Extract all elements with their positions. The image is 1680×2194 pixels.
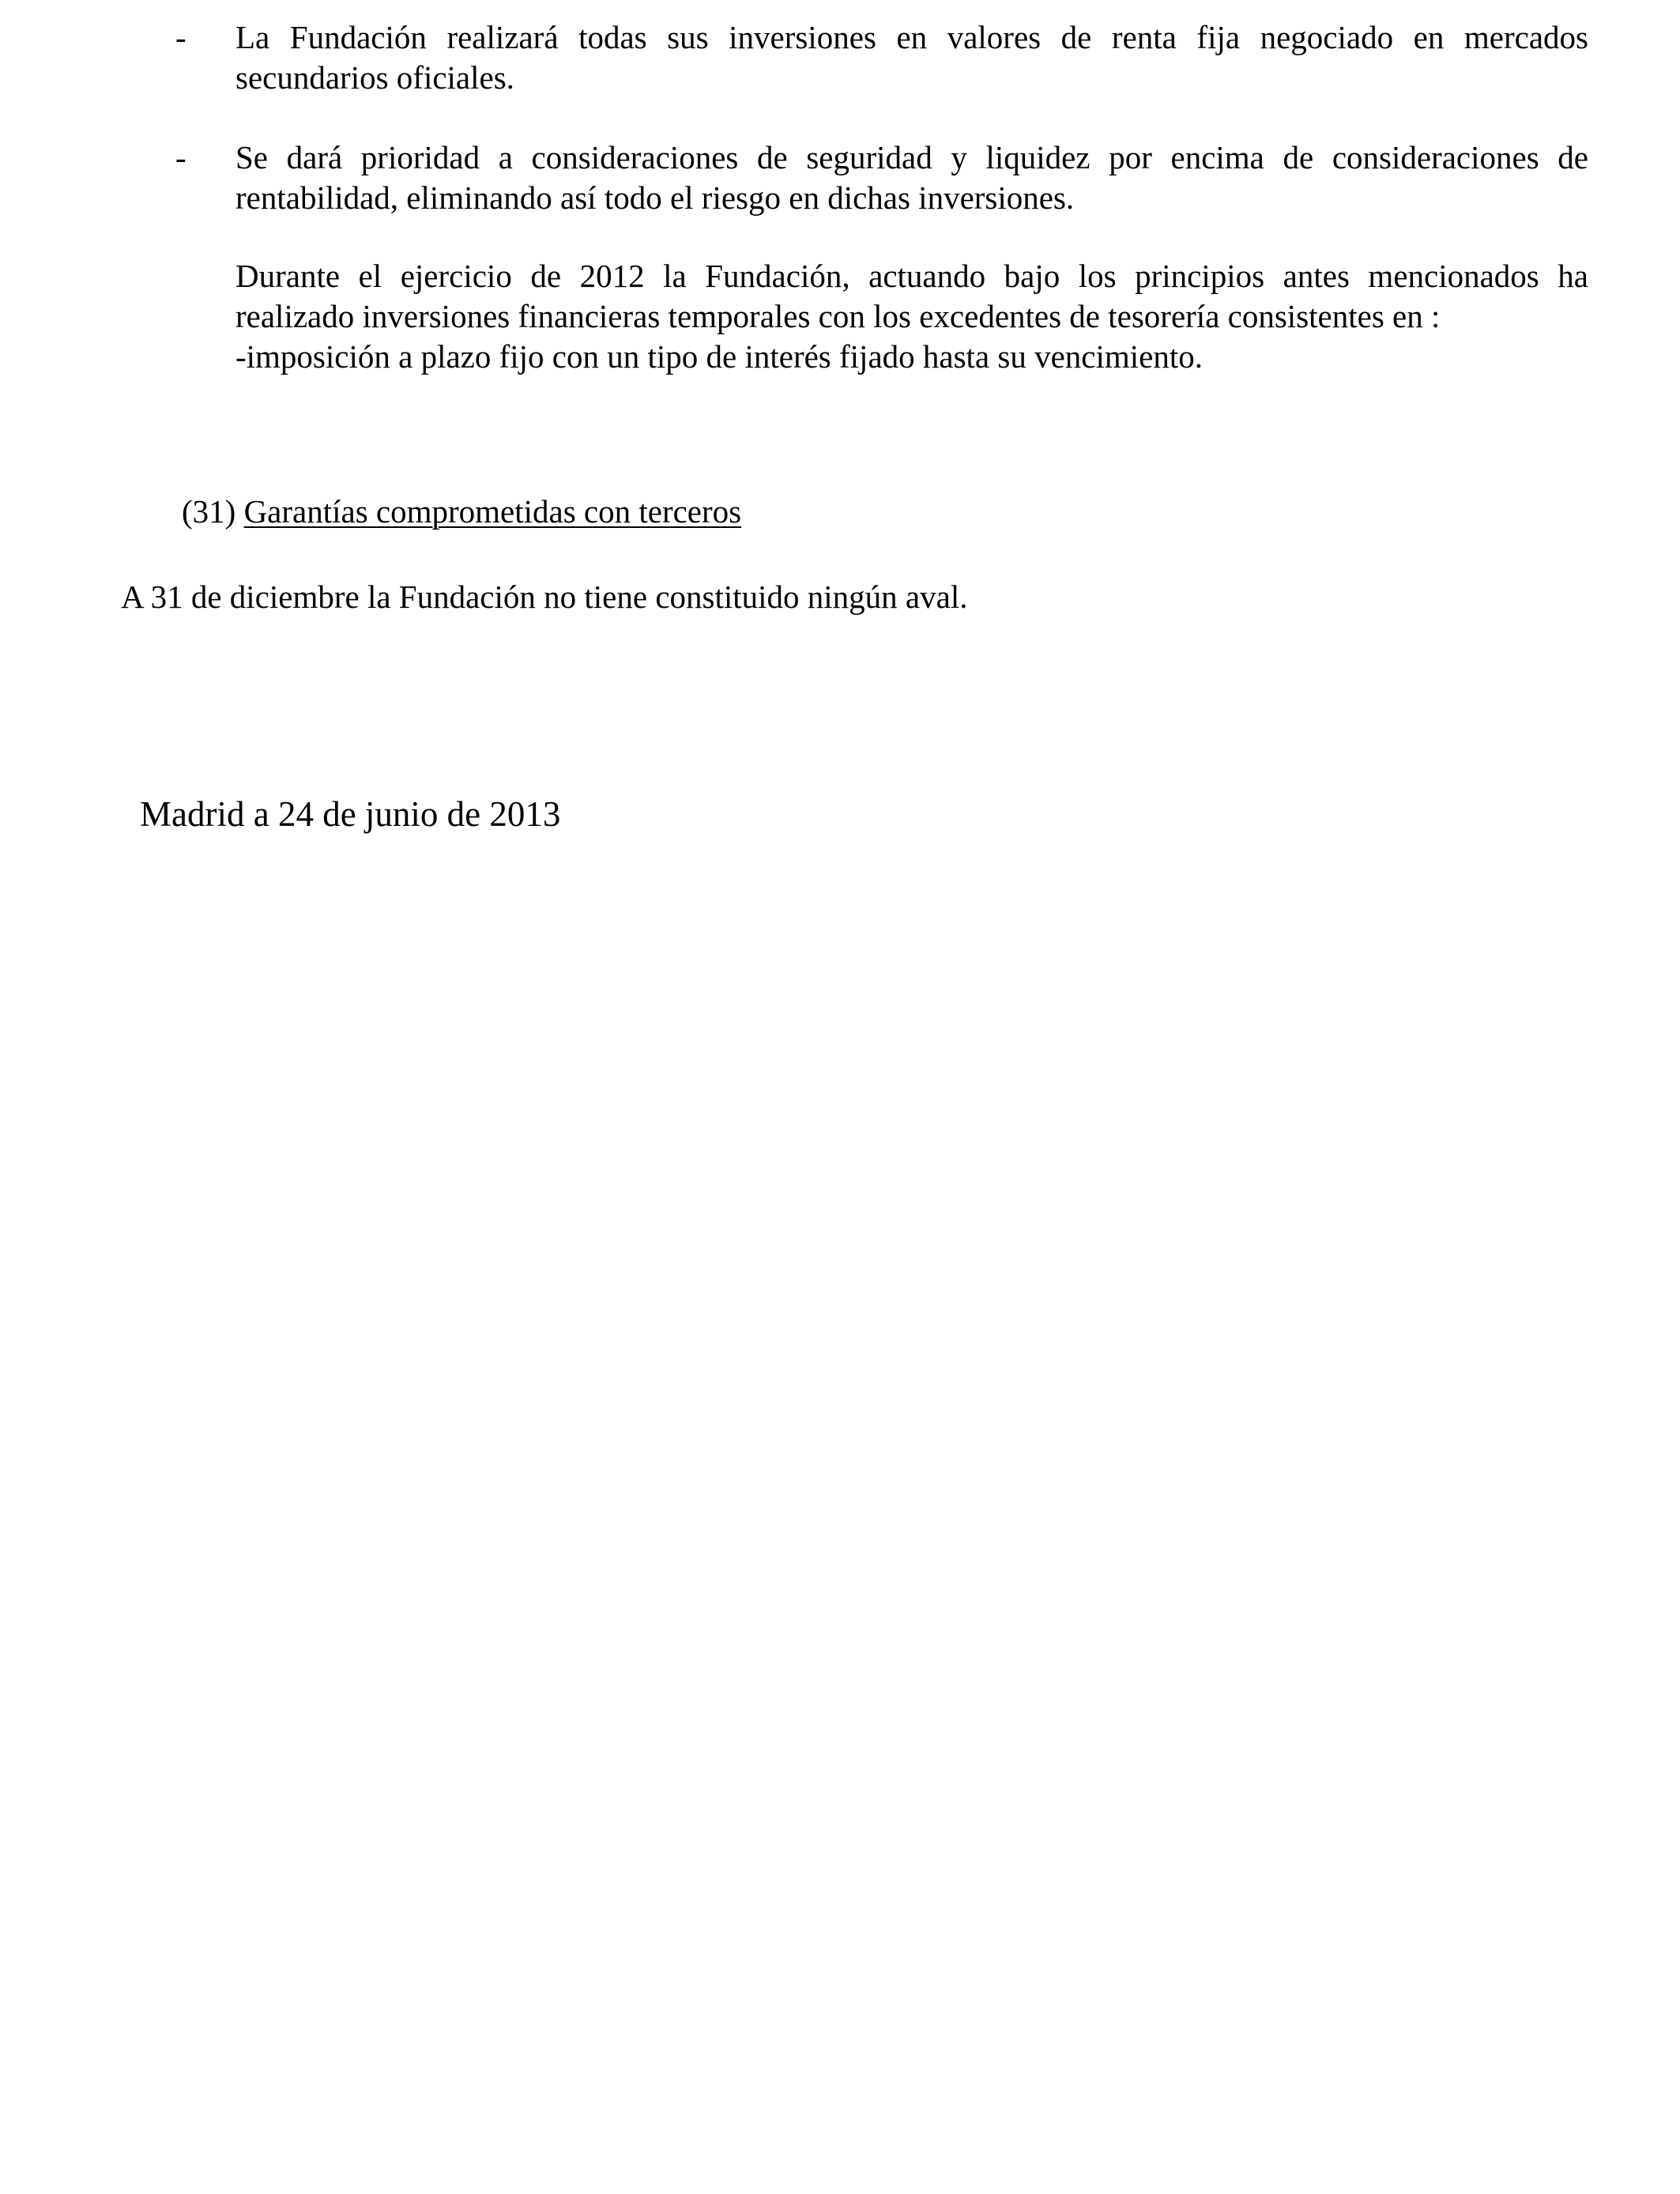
paragraph-line: realizado inversiones financieras temporales con los excedentes de tesorería consistentes en : (235, 298, 1441, 334)
section-title: Garantías comprometidas con terceros (243, 493, 742, 530)
bullet-text (235, 17, 1588, 98)
section-heading (182, 492, 741, 532)
bullet-dash: - (175, 139, 186, 175)
bullet-text-line: rentabilidad, eliminando así todo el riesgo en dichas inversiones. (235, 179, 1075, 216)
bullet-text-line: La Fundación realizará todas sus inversiones en valores de renta fija negociado en mercados (235, 19, 1588, 55)
bullet-text-line: secundarios oficiales. (235, 59, 514, 96)
paragraph-line: Durante el ejercicio de 2012 la Fundación, actuando bajo los principios antes mencionados ha (235, 258, 1588, 294)
bullet-dash: - (175, 19, 186, 55)
place-date-line: Madrid a 24 de junio de 2013 (140, 794, 561, 834)
guarantees-statement: A 31 de diciembre la Fundación no tiene constituido ningún aval. (121, 579, 968, 615)
investment-paragraph (235, 256, 1588, 377)
section-number: (31) (182, 493, 236, 530)
bullet-text (235, 138, 1588, 218)
paragraph-line: -imposición a plazo fijo con un tipo de interés fijado hasta su vencimiento. (235, 338, 1203, 375)
bullet-text-line: Se dará prioridad a consideraciones de seguridad y liquidez por encima de consideraciones de (235, 139, 1588, 175)
